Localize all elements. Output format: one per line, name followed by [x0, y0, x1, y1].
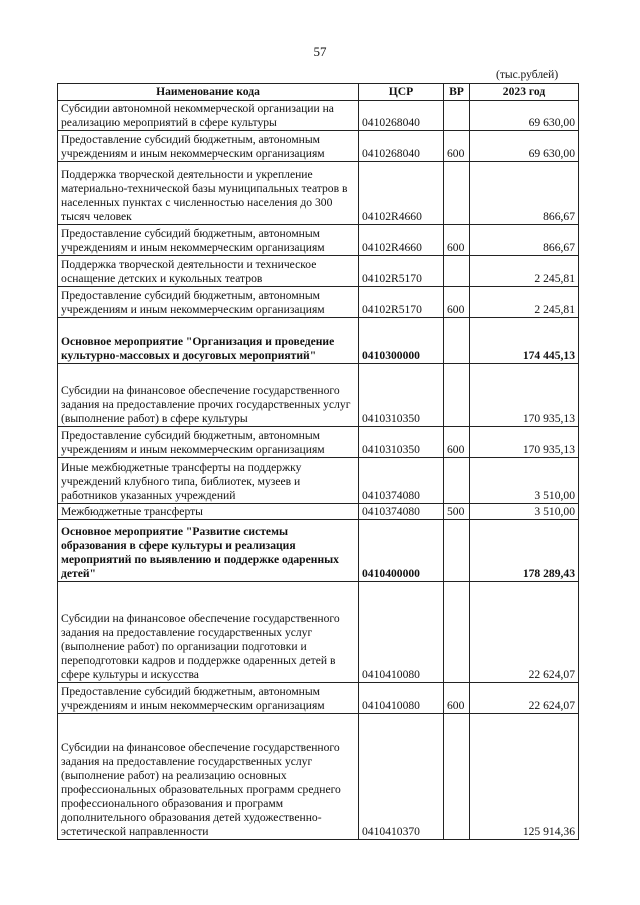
row-csr: 0410268040 [359, 131, 444, 162]
row-name: Предоставление субсидий бюджетным, автономным учреждениям и иным некоммерческим организациям [58, 131, 359, 162]
row-sum: 22 624,07 [470, 582, 579, 683]
row-sum: 866,67 [470, 162, 579, 225]
budget-table [57, 83, 579, 840]
row-sum: 69 630,00 [470, 131, 579, 162]
table-row [58, 520, 579, 582]
row-name: Предоставление субсидий бюджетным, автономным учреждениям и иным некоммерческим организациям [58, 683, 359, 714]
row-vr [444, 364, 470, 427]
row-name: Иные межбюджетные трансферты на поддержку учреждений клубного типа, библиотек, музеев и работников указанных учреждений [58, 458, 359, 504]
row-sum: 22 624,07 [470, 683, 579, 714]
row-vr [444, 162, 470, 225]
row-csr: 0410400000 [359, 520, 444, 582]
page-number: 57 [313, 44, 327, 59]
row-csr: 0410310350 [359, 427, 444, 458]
table-row [58, 287, 579, 318]
table-row [58, 131, 579, 162]
row-vr: 600 [444, 683, 470, 714]
row-sum: 3 510,00 [470, 504, 579, 520]
table-row [58, 225, 579, 256]
row-vr [444, 101, 470, 131]
row-vr: 600 [444, 287, 470, 318]
row-vr [444, 714, 470, 840]
row-vr: 600 [444, 427, 470, 458]
table-header-row [58, 84, 579, 101]
row-csr: 0410410080 [359, 683, 444, 714]
table-row [58, 318, 579, 364]
row-name: Предоставление субсидий бюджетным, автономным учреждениям и иным некоммерческим организациям [58, 287, 359, 318]
header-year: 2023 год [470, 84, 579, 101]
table-row [58, 458, 579, 504]
row-name: Субсидии на финансовое обеспечение государственного задания на предоставление государственных услуг (выполнение работ) на реализацию основных профессиональных образовательных программ среднего профессионального образования и программ дополнительного образования детей художественно-эстетической направленности [58, 714, 359, 840]
table-row [58, 683, 579, 714]
row-name: Основное мероприятие "Организация и проведение культурно-массовых и досуговых мероприятий" [58, 318, 359, 364]
row-vr: 600 [444, 131, 470, 162]
row-vr [444, 318, 470, 364]
row-name: Субсидии на финансовое обеспечение государственного задания на предоставление прочих государственных услуг (выполнение работ) в сфере культуры [58, 364, 359, 427]
row-sum: 866,67 [470, 225, 579, 256]
row-sum: 178 289,43 [470, 520, 579, 582]
row-csr: 0410410370 [359, 714, 444, 840]
row-vr [444, 256, 470, 287]
row-sum: 125 914,36 [470, 714, 579, 840]
row-name: Основное мероприятие "Развитие системы образования в сфере культуры и реализация мероприятий по выявлению и поддержке одаренных детей" [58, 520, 359, 582]
row-csr: 0410310350 [359, 364, 444, 427]
row-name: Поддержка творческой деятельности и укрепление материально-технической базы муниципальных театров в населенных пунктах с численностью населения до 300 тысяч человек [58, 162, 359, 225]
row-vr: 500 [444, 504, 470, 520]
row-vr [444, 520, 470, 582]
row-name: Предоставление субсидий бюджетным, автономным учреждениям и иным некоммерческим организациям [58, 225, 359, 256]
table-row [58, 162, 579, 225]
table-row [58, 101, 579, 131]
header-vr: ВР [444, 84, 470, 101]
row-csr: 0410410080 [359, 582, 444, 683]
table-row [58, 582, 579, 683]
row-name: Межбюджетные трансферты [58, 504, 359, 520]
row-csr: 0410268040 [359, 101, 444, 131]
row-name: Предоставление субсидий бюджетным, автономным учреждениям и иным некоммерческим организациям [58, 427, 359, 458]
row-vr [444, 582, 470, 683]
row-name: Поддержка творческой деятельности и техническое оснащение детских и кукольных театров [58, 256, 359, 287]
table-row [58, 364, 579, 427]
row-csr: 0410374080 [359, 504, 444, 520]
row-sum: 69 630,00 [470, 101, 579, 131]
row-sum: 170 935,13 [470, 364, 579, 427]
row-name: Субсидии на финансовое обеспечение государственного задания на предоставление государственных услуг (выполнение работ) по организации подготовки и переподготовки кадров и поддержке одаренных детей в сфере культуры и искусства [58, 582, 359, 683]
row-csr: 04102R4660 [359, 162, 444, 225]
units-label: (тыс.рублей) [496, 69, 559, 81]
row-csr: 0410300000 [359, 318, 444, 364]
table-row [58, 256, 579, 287]
row-csr: 0410374080 [359, 458, 444, 504]
row-vr: 600 [444, 225, 470, 256]
row-sum: 170 935,13 [470, 427, 579, 458]
row-sum: 3 510,00 [470, 458, 579, 504]
row-sum: 2 245,81 [470, 287, 579, 318]
header-csr: ЦСР [359, 84, 444, 101]
row-sum: 2 245,81 [470, 256, 579, 287]
header-name: Наименование кода [58, 84, 359, 101]
table-row [58, 714, 579, 840]
row-vr [444, 458, 470, 504]
table-row [58, 427, 579, 458]
table-row [58, 504, 579, 520]
row-name: Субсидии автономной некоммерческой организации на реализацию мероприятий в сфере культуры [58, 101, 359, 131]
row-csr: 04102R4660 [359, 225, 444, 256]
row-sum: 174 445,13 [470, 318, 579, 364]
row-csr: 04102R5170 [359, 287, 444, 318]
row-csr: 04102R5170 [359, 256, 444, 287]
